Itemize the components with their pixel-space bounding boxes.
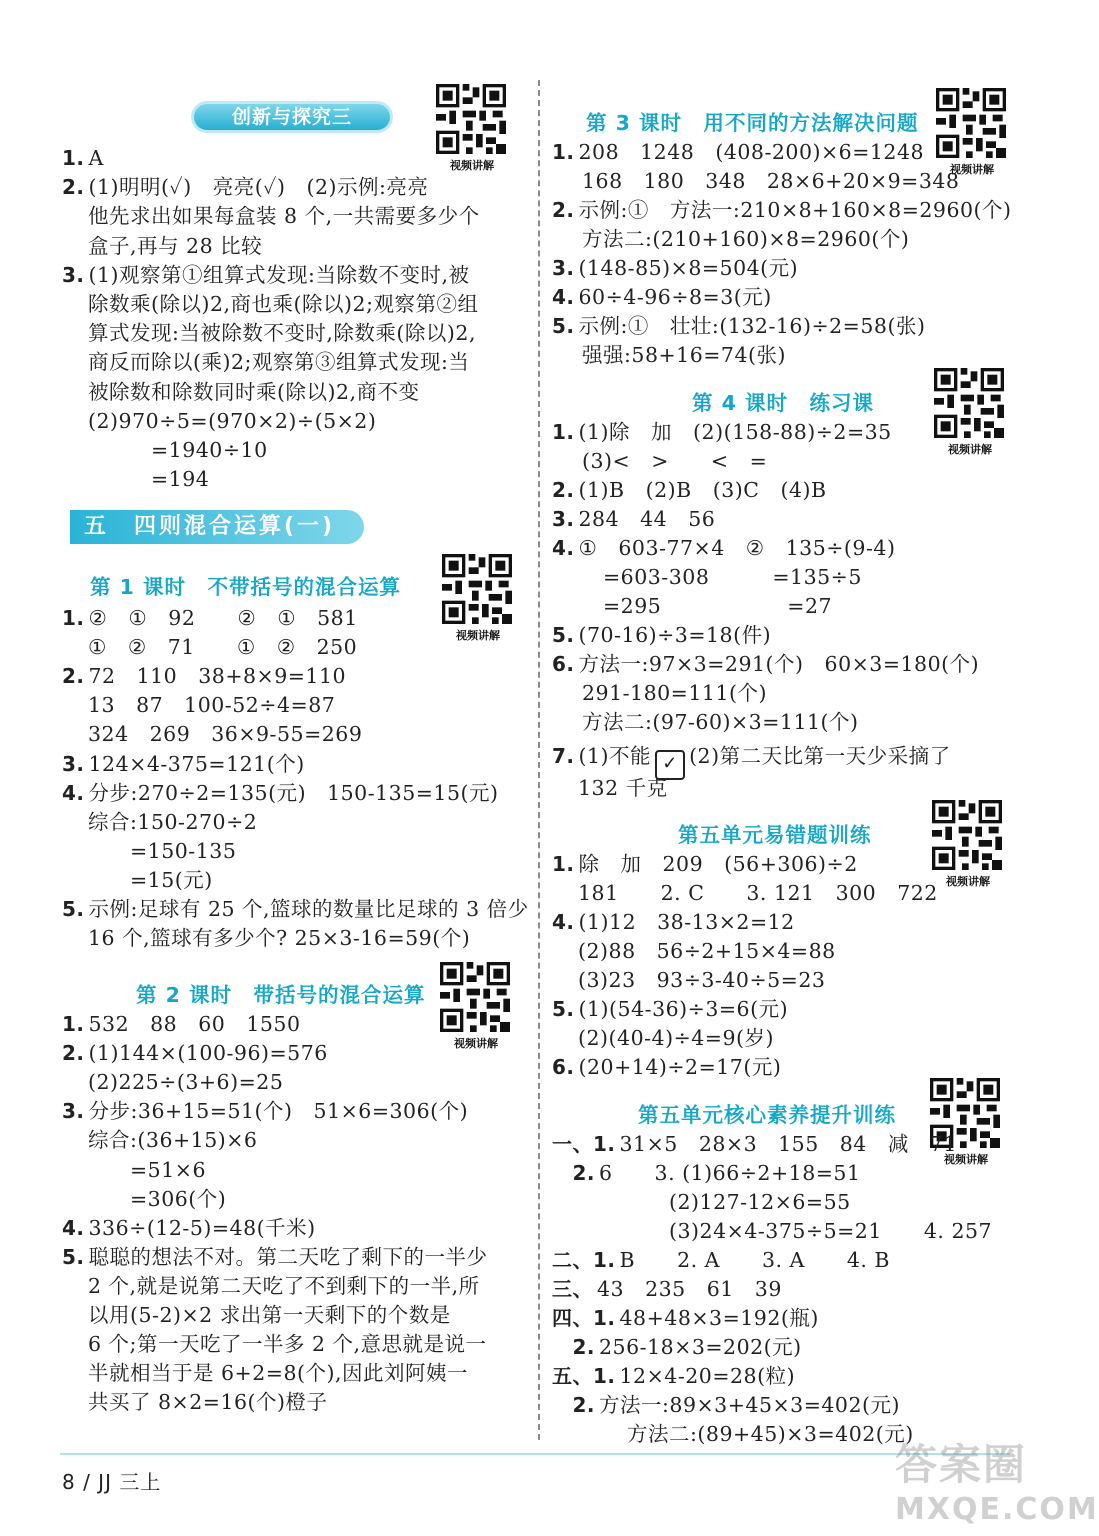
answer-text: 商反而除以(乘)2;观察第③组算式发现:当 [88,350,470,375]
banner-text: 创新与探究三 [231,106,352,128]
answer-line [582,592,832,620]
answer-text: =150-135 [88,838,237,863]
qr-caption: 视频讲解 [948,443,992,456]
answer-line [552,850,858,878]
answer-text: B 2. A 3. A 4. B [619,1248,890,1272]
answer-text: 291-180=111(个) [582,681,767,705]
answer-text: 181 2. C 3. 121 300 722 [578,881,938,905]
footer-rule [60,1453,1010,1455]
answer-line [578,966,825,994]
answer-line [88,866,213,894]
question-number: 4. [62,780,85,805]
answer-line [88,720,362,748]
answer-text: 综合:(36+15)×6 [88,1128,258,1153]
question-number: 2. [62,1041,85,1066]
answer-line [88,290,479,318]
answer-line [88,1359,468,1387]
answer-text: (2)88 56÷2+15×4=88 [578,939,836,963]
qr-block[interactable] [440,962,512,1051]
answer-text: (2)225÷(3+6)=25 [88,1070,284,1095]
answer-line [582,341,786,369]
answer-line [552,534,895,562]
answer-text: (3)23 93÷3-40÷5=23 [578,968,826,992]
answer-text: 16 个,篮球有多少个? 25×3-16=59(个) [88,926,471,951]
answer-line [552,505,715,533]
answer-text: 284 44 56 [578,507,716,531]
answer-text: 124×4-375=121(个) [88,751,305,776]
question-number: 2. [552,478,575,502]
answer-text: 208 1248 (408-200)×6=1248 [578,140,925,164]
answer-line [606,1188,851,1216]
question-number: 三、 [552,1277,593,1301]
qr-caption: 视频讲解 [944,1153,988,1166]
answer-line [582,167,959,195]
answer-line [552,1362,795,1390]
answer-line [552,1159,861,1187]
answer-text: 强强:58+16=74(张) [582,343,787,367]
answer-line [88,378,420,406]
answer-line [606,1217,992,1245]
answer-text: 综合:150-270÷2 [88,809,258,834]
qr-code-icon [932,800,1002,870]
qr-block[interactable] [932,800,1004,889]
answer-line [552,908,795,936]
answer-text: =295 =27 [582,594,833,618]
answer-line [582,447,767,475]
answer-text: 168 180 348 28×6+20×9=348 [582,169,960,193]
answer-line [62,173,428,201]
answer-text: 方法一:89×3+45×3=402(元) [599,1393,901,1417]
question-number: 2. [62,175,85,200]
qr-block[interactable] [436,84,508,173]
question-number: 3. [62,262,85,287]
answer-text: 6 3. (1)66÷2+18=51 [599,1161,861,1185]
answer-line [88,837,236,865]
answer-line [88,348,469,376]
answer-text: 除 加 209 (56+306)÷2 [578,852,858,876]
answer-text: (3)24×4-375÷5=21 4. 257 [606,1219,993,1243]
question-number: 2. [62,664,85,689]
question-number: 4. [552,285,575,309]
answer-line [88,691,335,719]
answer-text: 分步:270÷2=135(元) 150-135=15(元) [88,780,499,805]
question-number: 2. [552,1335,596,1359]
watermark-url: MXQE.COM [895,1492,1099,1527]
question-number: 一、1. [552,1132,616,1156]
answer-line [606,1420,914,1448]
question-number: 五、1. [552,1364,616,1388]
answer-line [88,436,268,464]
question-number: 1. [552,420,575,444]
answer-line [582,708,859,736]
unit-banner [70,510,364,544]
unit-banner-text: 五 四则混合运算(一) [84,514,336,539]
answer-line [88,1388,328,1416]
question-number: 3. [62,1099,85,1124]
answer-text: 除数乘(除以)2,商也乘(除以)2;观察第②组 [88,292,479,316]
question-number: 1. [62,1012,85,1036]
answer-line [88,407,376,435]
answer-text: 示例:① 方法一:210×8+160×8=2960(个) [578,198,1012,222]
question-number: 5. [62,1244,85,1269]
answer-text: (1)B (2)B (3)C (4)B [578,478,827,502]
watermark-title: 答案圈 [895,1440,1028,1489]
answer-text: 13 87 100-52÷4=87 [88,693,336,718]
answer-text: 2 个,就是说第二天吃了不到剩下的一半,所 [88,1273,480,1298]
question-number: 1. [552,140,575,164]
answer-text: =194 [88,467,210,492]
answer-text: 分步:36+15=51(个) 51×6=306(个) [88,1099,469,1124]
qr-caption: 视频讲解 [456,629,500,642]
answer-line [582,225,909,253]
answer-text: 半就相当于是 6+2=8(个),因此刘阿姨一 [88,1361,469,1386]
answer-text: =603-308 =135÷5 [582,565,862,589]
answer-line [552,418,892,446]
answer-line [552,1130,957,1158]
section-banner-innovation [194,104,390,130]
answer-line [62,1097,468,1125]
qr-code-icon [936,88,1006,158]
answer-text: (3)< > < = [582,449,768,473]
answer-text: =306(个) [88,1186,227,1211]
lesson3-title: 第 3 课时 用不同的方法解决问题 [586,111,919,135]
answer-text: A [88,146,104,170]
qr-code-icon [436,84,506,154]
question-number: 3. [552,507,575,531]
qr-caption: 视频讲解 [946,875,990,888]
answer-text: 示例:足球有 25 个,篮球的数量比足球的 3 倍少 [88,897,529,921]
answer-text: (1)(54-36)÷3=6(元) [578,997,789,1021]
answer-line [578,879,938,907]
answer-text: 被除数和除数同时乘(除以)2,商不变 [88,379,420,404]
qr-code-icon [440,962,510,1032]
question-number: 6. [552,1055,575,1079]
answer-text: 6 个;第一天吃了一半多 2 个,意思就是说一 [88,1332,487,1357]
watermark [895,1432,1099,1527]
answer-text: 31×5 28×3 155 84 减 71 [619,1132,957,1156]
answer-line [88,1185,226,1213]
answer-text: 532 88 60 1550 [88,1012,301,1036]
answer-text: 方法二:(89+45)×3=402(元) [606,1422,914,1446]
answer-line [552,1275,782,1303]
answer-line [62,895,529,923]
answer-line [88,1272,480,1300]
answer-line [62,1039,328,1067]
answer-line [552,254,798,282]
answer-line [552,1246,890,1274]
answer-text: (20+14)÷2=17(元) [578,1055,782,1079]
answer-text: 48+48×3=192(瓶) [619,1306,819,1330]
answer-line [552,650,979,678]
answer-text: (148-85)×8=504(元) [578,256,799,280]
answer-text: (2)第二天比第一天少采摘了 [689,744,951,768]
answer-text: ① 603-77×4 ② 135÷(9-4) [578,536,896,560]
answer-line [62,779,499,807]
answer-text: (1)不能 [578,744,652,768]
lesson2-title: 第 2 课时 带括号的混合运算 [136,983,426,1007]
answer-text: (70-16)÷3=18(件) [578,623,772,647]
question-number: 1. [62,146,85,170]
question-number: 4. [62,1215,85,1240]
answer-line [552,1333,802,1361]
answer-line [552,312,925,340]
answer-text: 60÷4-96÷8=3(元) [578,285,772,309]
answer-text: 方法一:97×3=291(个) 60×3=180(个) [578,652,980,676]
question-number: 四、1. [552,1306,616,1330]
answer-text: 方法二:(210+160)×8=2960(个) [582,227,910,251]
qr-block[interactable] [442,554,514,643]
answer-text: (1)观察第①组算式发现:当除数不变时,被 [88,262,470,287]
answer-text: (1)明明(✓) 亮亮(✓) (2)示例:亮亮 [88,175,429,200]
answer-line [62,750,305,778]
answer-text: 336÷(12-5)=48(千米) [88,1215,316,1240]
answer-line [62,144,104,172]
question-number: 5. [62,897,85,921]
question-number: 6. [552,652,575,676]
answer-line [552,476,827,504]
answer-text: =1940÷10 [88,438,268,462]
qr-caption: 视频讲解 [450,159,494,172]
answer-line [62,1214,316,1242]
answer-line [88,1156,206,1184]
answer-line [88,1301,451,1329]
answer-line [552,196,1012,224]
answer-line [88,924,470,952]
question-number: 3. [62,751,85,776]
answer-line [88,1330,487,1358]
answer-line [62,662,346,690]
answer-line [552,1391,900,1419]
answer-line [62,604,358,632]
answer-line [88,202,480,230]
qr-block[interactable] [936,88,1008,177]
answer-line [88,1126,257,1154]
question-number: 7. [552,744,575,768]
lesson4-title: 第 4 课时 练习课 [692,391,875,415]
answer-line [62,261,469,289]
answer-line [582,563,862,591]
qr-caption: 视频讲解 [950,163,994,176]
answer-text: 他先求出如果每盒装 8 个,一共需要多少个 [88,204,480,229]
answer-text: 共买了 8×2=16(个)橙子 [88,1390,328,1415]
answer-line [62,1010,301,1038]
question-number: 1. [552,852,575,876]
answer-text: (2)(40-4)÷4=9(岁) [578,1026,775,1050]
answer-text: 示例:① 壮壮:(132-16)÷2=58(张) [578,314,926,338]
question-number: 4. [552,536,575,560]
answer-line [88,633,357,661]
answer-text: ① ② 71 ① ② 250 [88,635,358,660]
answer-text: 以用(5-2)×2 求出第一天剩下的个数是 [88,1303,451,1327]
check-box: ✓ [655,750,685,780]
qr-caption: 视频讲解 [454,1037,498,1050]
answer-line [88,232,262,260]
answer-line [552,995,788,1023]
answer-line [88,319,476,347]
question-number: 5. [552,623,575,647]
answer-text: 256-18×3=202(元) [599,1335,802,1359]
qr-block[interactable] [934,368,1006,457]
answer-text: 方法二:(97-60)×3=111(个) [582,710,859,734]
question-number: 3. [552,256,575,280]
answer-text: 324 269 36×9-55=269 [88,722,363,747]
question-number: 2. [552,1393,596,1417]
question-number: 4. [552,910,575,934]
answer-text: (2)127-12×6=55 [606,1190,851,1214]
answer-line [578,937,836,965]
answer-text: 43 235 61 39 [597,1277,782,1301]
answer-line [88,1068,283,1096]
core-title: 第五单元核心素养提升训练 [638,1103,896,1127]
answer-line [582,679,767,707]
answer-text: (1)144×(100-96)=576 [88,1041,328,1066]
answer-text: =51×6 [88,1157,206,1182]
answer-text: ② ① 92 ② ① 581 [88,606,358,630]
question-number: 1. [62,606,85,630]
answer-text: 72 110 38+8×9=110 [88,664,347,689]
answer-text: 聪聪的想法不对。第二天吃了剩下的一半少 [88,1244,488,1269]
answer-line [552,1053,781,1081]
qr-code-icon [442,554,512,624]
answer-line [552,138,924,166]
answer-text: (1)12 38-13×2=12 [578,910,795,934]
qr-code-icon [934,368,1004,438]
answer-line [88,808,257,836]
lesson4-q7-cont: 132 千克 [578,776,668,800]
question-number: 2. [552,1161,596,1185]
question-number: 二、1. [552,1248,616,1272]
errors-title: 第五单元易错题训练 [678,823,872,847]
answer-text: 算式发现:当被除数不变时,除数乘(除以)2, [88,321,476,346]
answer-line [62,1243,488,1271]
answer-line [552,621,771,649]
answer-line [552,1304,819,1332]
answer-text: (1)除 加 (2)(158-88)÷2=35 [578,420,892,444]
answer-text: 盒子,再与 28 比较 [88,233,263,258]
answer-text: =15(元) [88,867,213,892]
answer-text: (2)970÷5=(970×2)÷(5×2) [88,408,377,433]
column-divider [538,80,540,1440]
page-footer: 8 / JJ 三上 [62,1470,162,1494]
answer-line [552,283,772,311]
question-number: 5. [552,314,575,338]
question-number: 2. [552,198,575,222]
lesson1-title: 第 1 课时 不带括号的混合运算 [90,575,402,599]
answer-line [578,1024,774,1052]
answer-line [88,465,209,493]
question-number: 5. [552,997,575,1021]
answer-text: 12×4-20=28(粒) [619,1364,796,1388]
